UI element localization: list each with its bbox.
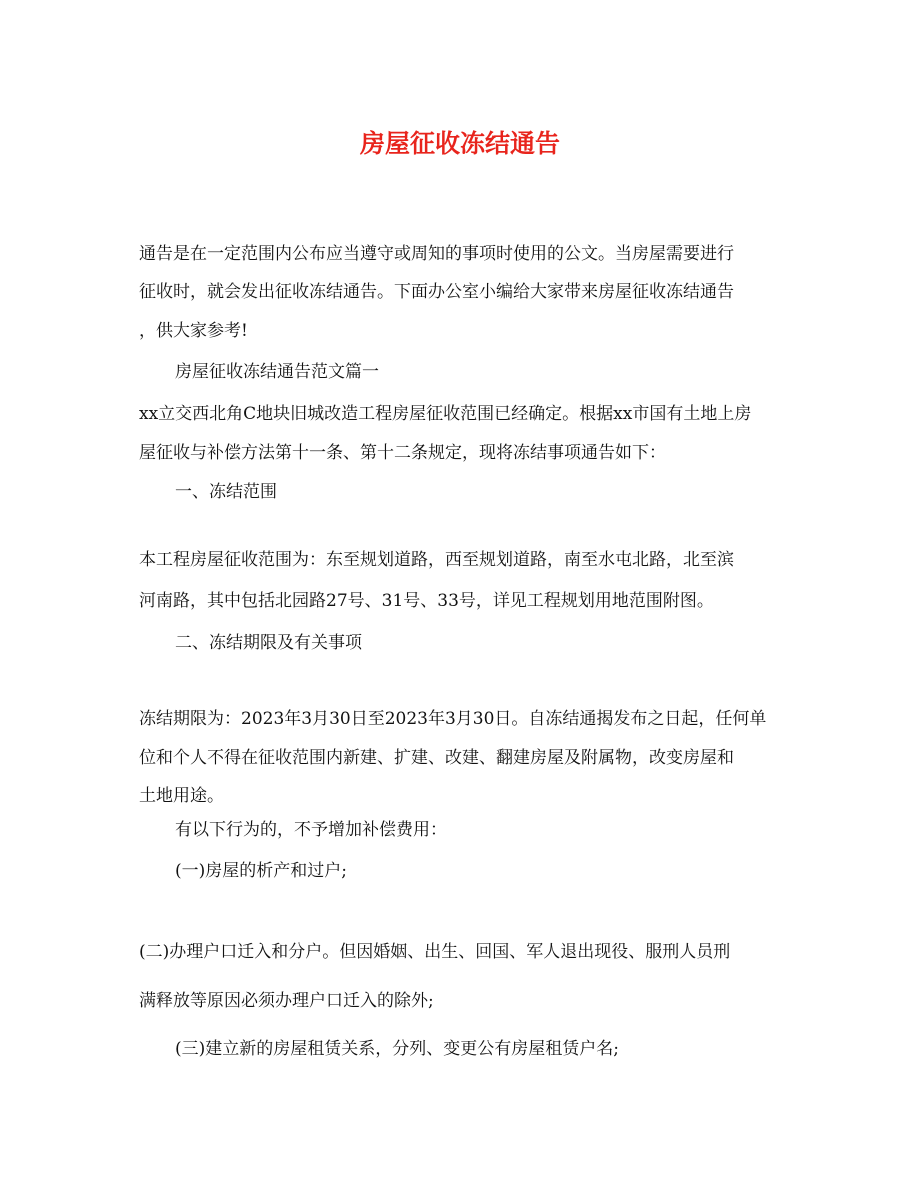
para1-line-1: xx立交西北角C地块旧城改造工程房屋征收范围已经确定。根据xx市国有土地上房 (139, 404, 752, 424)
para2-line-2: 河南路，其中包括北园路27号、31号、33号，详见工程规划用地范围附图。 (139, 591, 714, 611)
intro-line-1: 通告是在一定范围内公布应当遵守或周知的事项时使用的公文。当房屋需要进行 (139, 244, 734, 264)
intro-line-3: ，供大家参考! (139, 321, 248, 341)
para1-line-2: 屋征收与补偿方法第十一条、第十二条规定，现将冻结事项通告如下： (139, 443, 666, 463)
para3-line-2: 位和个人不得在征收范围内新建、扩建、改建、翻建房屋及附属物，改变房屋和 (139, 748, 734, 768)
list-item-2-line-1: (二)办理户口迁入和分户。但因婚姻、出生、回国、军人退出现役、服刑人员刑 (139, 942, 731, 962)
heading-freeze-period: 二、冻结期限及有关事项 (175, 633, 362, 653)
section-heading: 房屋征收冻结通告范文篇一 (175, 362, 379, 382)
para3-line-1: 冻结期限为：2023年3月30日至2023年3月30日。自冻结通揭发布之日起，任何单 (139, 709, 767, 729)
list-item-1: (一)房屋的析产和过户; (175, 861, 347, 881)
para2-line-1: 本工程房屋征收范围为：东至规划道路，西至规划道路，南至水屯北路，北至滨 (139, 550, 734, 570)
para3-line-3: 土地用途。 (139, 786, 224, 806)
intro-line-2: 征收时，就会发出征收冻结通告。下面办公室小编给大家带来房屋征收冻结通告 (139, 282, 734, 302)
document-title: 房屋征收冻结通告 (359, 129, 560, 158)
list-item-2-line-2: 满释放等原因必须办理户口迁入的除外; (139, 991, 434, 1011)
note-line: 有以下行为的，不予增加补偿费用： (175, 820, 447, 840)
list-item-3: (三)建立新的房屋租赁关系，分列、变更公有房屋租赁户名; (175, 1039, 619, 1059)
heading-freeze-scope: 一、冻结范围 (175, 482, 277, 502)
